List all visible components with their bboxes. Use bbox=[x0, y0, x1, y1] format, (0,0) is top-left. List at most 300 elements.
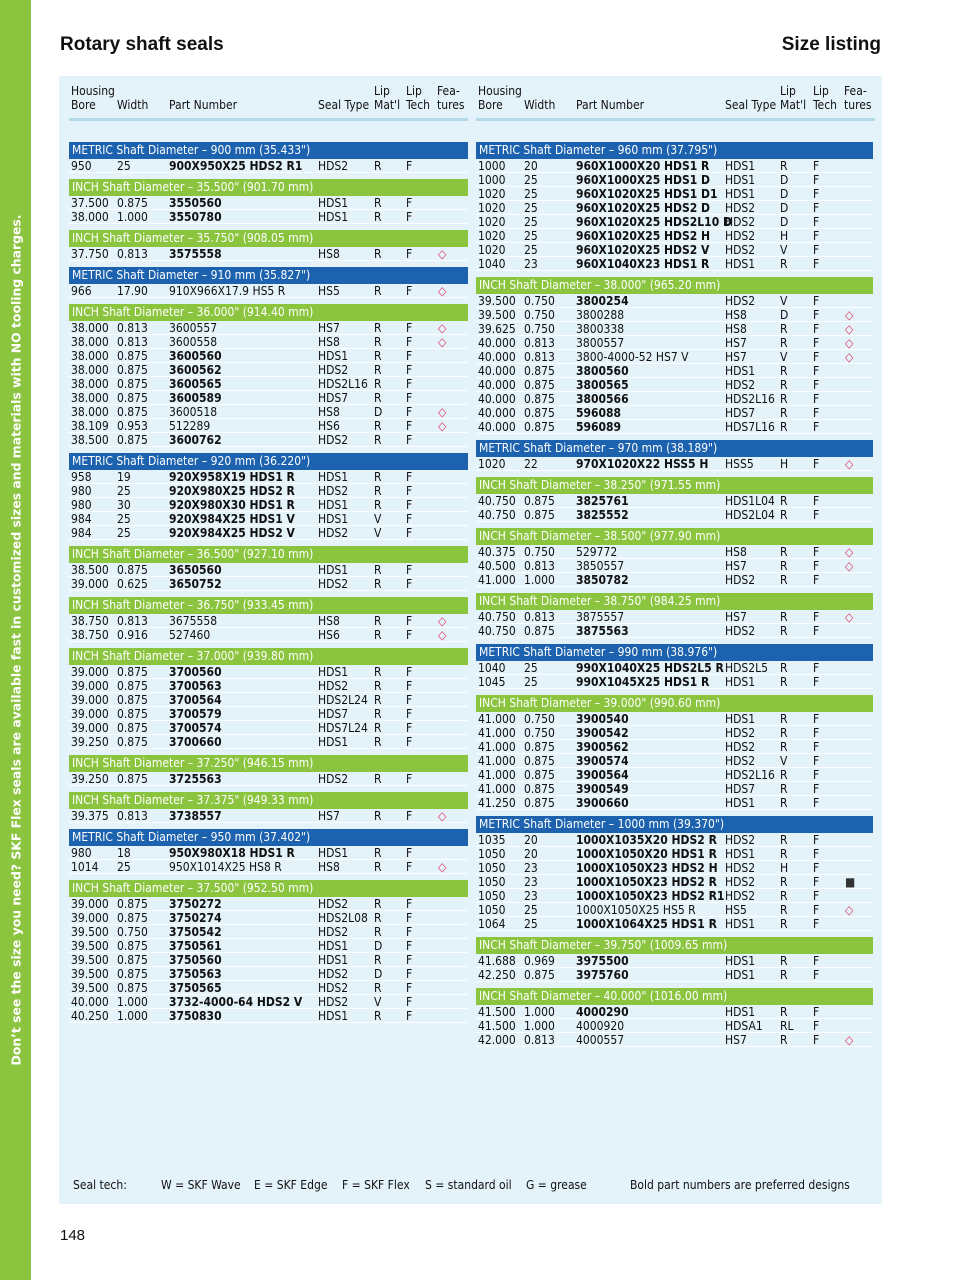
seal-type-cell: HDS1 bbox=[725, 187, 756, 201]
seal-type-cell: HS6 bbox=[318, 419, 340, 433]
lip-material-cell: R bbox=[780, 420, 788, 434]
width-cell: 0.875 bbox=[524, 768, 555, 782]
seal-type-cell: HDS2 bbox=[318, 484, 349, 498]
table-row bbox=[476, 954, 873, 968]
shaft-diameter-heading: INCH Shaft Diameter – 37.500" (952.50 mm) bbox=[69, 880, 468, 897]
features-cell: ◇ bbox=[438, 405, 447, 419]
part-number-cell: 920X984X25 HDS1 V bbox=[169, 512, 295, 526]
part-number-cell: 529772 bbox=[576, 545, 618, 559]
table-row bbox=[476, 406, 873, 420]
part-number-cell: 596089 bbox=[576, 420, 622, 434]
header-seal-type: Seal Type bbox=[318, 98, 370, 112]
housing-bore-cell: 40.750 bbox=[478, 624, 516, 638]
table-row bbox=[476, 229, 873, 243]
width-cell: 0.875 bbox=[117, 967, 148, 981]
width-cell: 23 bbox=[524, 257, 538, 271]
lip-tech-cell: F bbox=[813, 782, 820, 796]
table-row bbox=[69, 679, 468, 693]
width-cell: 23 bbox=[524, 889, 538, 903]
width-cell: 0.875 bbox=[117, 772, 148, 786]
width-cell: 25 bbox=[524, 229, 538, 243]
seal-type-cell: HDS2L16 bbox=[318, 377, 368, 391]
header-lip: Lip bbox=[406, 84, 422, 98]
features-cell: ◇ bbox=[438, 247, 447, 261]
width-cell: 25 bbox=[117, 860, 131, 874]
lip-tech-cell: F bbox=[406, 498, 413, 512]
width-cell: 0.750 bbox=[524, 712, 555, 726]
housing-bore-cell: 1020 bbox=[478, 201, 506, 215]
housing-bore-cell: 1020 bbox=[478, 243, 506, 257]
seal-type-cell: HDS1 bbox=[725, 257, 756, 271]
lip-tech-cell: F bbox=[406, 335, 413, 349]
width-cell: 20 bbox=[524, 159, 538, 173]
table-row bbox=[476, 215, 873, 229]
seal-type-cell: HDSA1 bbox=[725, 1019, 763, 1033]
width-cell: 0.953 bbox=[117, 419, 148, 433]
section-title: Size listing bbox=[781, 34, 881, 55]
lip-tech-cell: F bbox=[813, 378, 820, 392]
header-fea: Fea- bbox=[437, 84, 460, 98]
part-number-cell: 920X980X30 HDS1 R bbox=[169, 498, 295, 512]
lip-material-cell: R bbox=[374, 665, 382, 679]
table-row bbox=[476, 308, 873, 322]
part-number-cell: 1000X1050X25 HS5 R bbox=[576, 903, 696, 917]
lip-material-cell: R bbox=[780, 573, 788, 587]
width-cell: 0.875 bbox=[524, 624, 555, 638]
lip-material-cell: R bbox=[374, 210, 382, 224]
legend-grease: G = grease bbox=[526, 1178, 587, 1192]
housing-bore-cell: 1040 bbox=[478, 661, 506, 675]
lip-tech-cell: F bbox=[406, 512, 413, 526]
shaft-diameter-heading: INCH Shaft Diameter – 37.375" (949.33 mm) bbox=[69, 792, 468, 809]
part-number-cell: 900X950X25 HDS2 R1 bbox=[169, 159, 303, 173]
table-row bbox=[476, 1019, 873, 1033]
seal-type-cell: HDS1 bbox=[725, 364, 756, 378]
lip-tech-cell: F bbox=[406, 433, 413, 447]
lip-tech-cell: F bbox=[406, 665, 413, 679]
housing-bore-cell: 966 bbox=[71, 284, 92, 298]
table-row bbox=[69, 897, 468, 911]
part-number-cell: 3732-4000-64 HDS2 V bbox=[169, 995, 303, 1009]
housing-bore-cell: 39.500 bbox=[71, 953, 109, 967]
seal-type-cell: HDS2 bbox=[318, 772, 349, 786]
seal-type-cell: HDS2 bbox=[318, 925, 349, 939]
shaft-diameter-heading: INCH Shaft Diameter – 39.000" (990.60 mm) bbox=[476, 695, 873, 712]
features-cell: ◇ bbox=[438, 284, 447, 298]
width-cell: 0.916 bbox=[117, 628, 148, 642]
seal-type-cell: HDS2 bbox=[725, 875, 756, 889]
table-row bbox=[476, 322, 873, 336]
part-number-cell: 3750561 bbox=[169, 939, 222, 953]
lip-material-cell: R bbox=[374, 470, 382, 484]
lip-tech-cell: F bbox=[406, 628, 413, 642]
lip-tech-cell: F bbox=[813, 847, 820, 861]
lip-tech-cell: F bbox=[813, 457, 820, 471]
housing-bore-cell: 40.750 bbox=[478, 610, 516, 624]
part-number-cell: 3825761 bbox=[576, 494, 629, 508]
shaft-diameter-heading: INCH Shaft Diameter – 35.500" (901.70 mm) bbox=[69, 179, 468, 196]
seal-type-cell: HS5 bbox=[318, 284, 340, 298]
table-row bbox=[69, 498, 468, 512]
seal-type-cell: HS6 bbox=[318, 628, 340, 642]
shaft-diameter-heading: INCH Shaft Diameter – 38.250" (971.55 mm) bbox=[476, 477, 873, 494]
header-part-number: Part Number bbox=[169, 98, 238, 112]
features-cell: ◇ bbox=[845, 336, 854, 350]
seal-type-cell: HDS2 bbox=[318, 526, 349, 540]
lip-material-cell: R bbox=[780, 712, 788, 726]
part-number-cell: 4000557 bbox=[576, 1033, 625, 1047]
lip-tech-cell: F bbox=[813, 875, 820, 889]
lip-material-cell: R bbox=[374, 693, 382, 707]
part-number-cell: 960X1040X23 HDS1 R bbox=[576, 257, 710, 271]
part-number-cell: 910X966X17.9 HS5 R bbox=[169, 284, 286, 298]
seal-type-cell: HDS1 bbox=[725, 173, 756, 187]
table-row bbox=[476, 917, 873, 931]
part-number-cell: 3850782 bbox=[576, 573, 629, 587]
part-number-cell: 3650752 bbox=[169, 577, 222, 591]
lip-material-cell: R bbox=[374, 391, 382, 405]
lip-tech-cell: F bbox=[813, 322, 820, 336]
seal-type-cell: HDS2 bbox=[318, 433, 349, 447]
lip-tech-cell: F bbox=[813, 968, 820, 982]
seal-type-cell: HDS1 bbox=[725, 847, 756, 861]
housing-bore-cell: 1050 bbox=[478, 889, 506, 903]
lip-material-cell: R bbox=[780, 624, 788, 638]
lip-tech-cell: F bbox=[406, 860, 413, 874]
features-cell: ◇ bbox=[845, 903, 854, 917]
lip-material-cell: R bbox=[374, 363, 382, 377]
seal-type-cell: HDS2L24 bbox=[318, 693, 368, 707]
table-row bbox=[476, 392, 873, 406]
housing-bore-cell: 41.000 bbox=[478, 782, 516, 796]
lip-tech-cell: F bbox=[813, 768, 820, 782]
seal-type-cell: HDS1L04 bbox=[725, 494, 775, 508]
lip-material-cell: H bbox=[780, 861, 789, 875]
housing-bore-cell: 38.500 bbox=[71, 563, 109, 577]
seal-type-cell: HDS2 bbox=[318, 577, 349, 591]
housing-bore-cell: 40.750 bbox=[478, 494, 516, 508]
width-cell: 0.875 bbox=[117, 349, 148, 363]
lip-material-cell: R bbox=[374, 377, 382, 391]
table-row bbox=[69, 693, 468, 707]
seal-type-cell: HDS2 bbox=[725, 201, 756, 215]
housing-bore-cell: 39.000 bbox=[71, 679, 109, 693]
header-housing: Housing bbox=[478, 84, 522, 98]
seal-type-cell: HS7 bbox=[725, 350, 747, 364]
lip-material-cell: D bbox=[780, 173, 789, 187]
table-row bbox=[69, 911, 468, 925]
table-row bbox=[476, 889, 873, 903]
seal-type-cell: HDS2 bbox=[725, 833, 756, 847]
table-row bbox=[69, 707, 468, 721]
part-number-cell: 3800560 bbox=[576, 364, 629, 378]
lip-tech-cell: F bbox=[813, 954, 820, 968]
lip-tech-cell: F bbox=[813, 392, 820, 406]
part-number-cell: 950X980X18 HDS1 R bbox=[169, 846, 295, 860]
housing-bore-cell: 980 bbox=[71, 846, 92, 860]
table-row bbox=[69, 247, 468, 261]
seal-type-cell: HDS2 bbox=[318, 159, 349, 173]
lip-tech-cell: F bbox=[406, 911, 413, 925]
part-number-cell: 1000X1050X23 HDS2 H bbox=[576, 861, 718, 875]
page-number: 148 bbox=[60, 1227, 86, 1244]
housing-bore-cell: 1000 bbox=[478, 173, 506, 187]
width-cell: 25 bbox=[524, 187, 538, 201]
width-cell: 0.875 bbox=[524, 782, 555, 796]
header-divider bbox=[69, 118, 468, 121]
width-cell: 0.875 bbox=[524, 494, 555, 508]
lip-material-cell: R bbox=[780, 494, 788, 508]
lip-material-cell: V bbox=[780, 350, 788, 364]
part-number-cell: 970X1020X22 HSS5 H bbox=[576, 457, 709, 471]
housing-bore-cell: 38.500 bbox=[71, 433, 109, 447]
features-cell: ◇ bbox=[845, 457, 854, 471]
features-cell: ■ bbox=[845, 875, 856, 889]
header-tures: tures bbox=[844, 98, 872, 112]
shaft-diameter-heading: METRIC Shaft Diameter – 920 mm (36.220") bbox=[69, 453, 468, 470]
part-number-cell: 3600560 bbox=[169, 349, 222, 363]
width-cell: 17.90 bbox=[117, 284, 148, 298]
features-cell: ◇ bbox=[845, 1033, 854, 1047]
seal-type-cell: HS8 bbox=[725, 308, 747, 322]
shaft-diameter-heading: INCH Shaft Diameter – 35.750" (908.05 mm) bbox=[69, 230, 468, 247]
part-number-cell: 920X984X25 HDS2 V bbox=[169, 526, 295, 540]
seal-type-cell: HDS1 bbox=[318, 349, 349, 363]
part-number-cell: 3975500 bbox=[576, 954, 629, 968]
lip-material-cell: R bbox=[780, 917, 788, 931]
lip-material-cell: R bbox=[780, 833, 788, 847]
sidebar-promo-text: Don’t see the size you need? SKF Flex seals are available fast in customized sizes and materials with NO tooling charges. bbox=[8, 214, 24, 1066]
width-cell: 25 bbox=[524, 917, 538, 931]
housing-bore-cell: 39.625 bbox=[478, 322, 516, 336]
width-cell: 0.813 bbox=[524, 350, 555, 364]
header-lip: Lip bbox=[374, 84, 390, 98]
width-cell: 0.875 bbox=[117, 391, 148, 405]
lip-material-cell: R bbox=[374, 721, 382, 735]
part-number-cell: 3700560 bbox=[169, 665, 222, 679]
part-number-cell: 3800254 bbox=[576, 294, 629, 308]
width-cell: 0.875 bbox=[117, 405, 148, 419]
width-cell: 1.000 bbox=[117, 1009, 148, 1023]
header-fea: Fea- bbox=[844, 84, 867, 98]
width-cell: 25 bbox=[524, 215, 538, 229]
part-number-cell: 1000X1035X20 HDS2 R bbox=[576, 833, 717, 847]
shaft-diameter-heading: INCH Shaft Diameter – 38.000" (965.20 mm) bbox=[476, 277, 873, 294]
width-cell: 19 bbox=[117, 470, 131, 484]
housing-bore-cell: 980 bbox=[71, 484, 92, 498]
lip-material-cell: V bbox=[374, 512, 382, 526]
lip-material-cell: R bbox=[780, 159, 788, 173]
housing-bore-cell: 40.500 bbox=[478, 559, 516, 573]
housing-bore-cell: 39.500 bbox=[71, 967, 109, 981]
width-cell: 20 bbox=[524, 833, 538, 847]
width-cell: 0.875 bbox=[524, 740, 555, 754]
seal-type-cell: HDS2 bbox=[725, 229, 756, 243]
seal-type-cell: HDS2 bbox=[725, 294, 756, 308]
shaft-diameter-heading: INCH Shaft Diameter – 36.750" (933.45 mm) bbox=[69, 597, 468, 614]
lip-material-cell: R bbox=[780, 508, 788, 522]
header-bore: Bore bbox=[478, 98, 503, 112]
part-number-cell: 3738557 bbox=[169, 809, 222, 823]
table-row bbox=[476, 796, 873, 810]
lip-tech-cell: F bbox=[406, 563, 413, 577]
part-number-cell: 960X1020X25 HDS1 D1 bbox=[576, 187, 718, 201]
housing-bore-cell: 1020 bbox=[478, 457, 506, 471]
lip-tech-cell: F bbox=[813, 573, 820, 587]
part-number-cell: 3875557 bbox=[576, 610, 625, 624]
seal-type-cell: HDS2 bbox=[318, 995, 349, 1009]
seal-type-cell: HDS2 bbox=[725, 726, 756, 740]
lip-material-cell: R bbox=[780, 322, 788, 336]
part-number-cell: 3900660 bbox=[576, 796, 629, 810]
seal-type-cell: HS7 bbox=[318, 809, 340, 823]
part-number-cell: 960X1020X25 HDS2 V bbox=[576, 243, 710, 257]
table-row bbox=[476, 903, 873, 917]
lip-tech-cell: F bbox=[813, 610, 820, 624]
housing-bore-cell: 38.750 bbox=[71, 614, 109, 628]
lip-material-cell: R bbox=[780, 610, 788, 624]
lip-material-cell: R bbox=[374, 284, 382, 298]
header-lip: Lip bbox=[780, 84, 796, 98]
lip-material-cell: R bbox=[374, 628, 382, 642]
table-row bbox=[476, 1005, 873, 1019]
lip-tech-cell: F bbox=[406, 391, 413, 405]
housing-bore-cell: 980 bbox=[71, 498, 92, 512]
width-cell: 25 bbox=[117, 484, 131, 498]
width-cell: 23 bbox=[524, 861, 538, 875]
width-cell: 0.875 bbox=[524, 364, 555, 378]
seal-type-cell: HDS1 bbox=[725, 954, 756, 968]
housing-bore-cell: 40.000 bbox=[478, 364, 516, 378]
table-row bbox=[476, 968, 873, 982]
width-cell: 25 bbox=[117, 526, 131, 540]
lip-material-cell: H bbox=[780, 457, 789, 471]
part-number-cell: 960X1000X25 HDS1 D bbox=[576, 173, 711, 187]
housing-bore-cell: 42.000 bbox=[478, 1033, 516, 1047]
lip-material-cell: R bbox=[374, 981, 382, 995]
housing-bore-cell: 40.000 bbox=[478, 336, 516, 350]
lip-material-cell: R bbox=[374, 809, 382, 823]
shaft-diameter-heading: INCH Shaft Diameter – 39.750" (1009.65 mm) bbox=[476, 937, 873, 954]
lip-material-cell: R bbox=[780, 675, 788, 689]
table-row bbox=[476, 726, 873, 740]
table-row bbox=[476, 364, 873, 378]
table-row bbox=[69, 981, 468, 995]
lip-material-cell: R bbox=[374, 897, 382, 911]
part-number-cell: 3700574 bbox=[169, 721, 222, 735]
seal-type-cell: HDS7 bbox=[318, 391, 349, 405]
housing-bore-cell: 1014 bbox=[71, 860, 99, 874]
seal-type-cell: HDS2L16 bbox=[725, 392, 775, 406]
lip-material-cell: D bbox=[374, 967, 383, 981]
housing-bore-cell: 39.375 bbox=[71, 809, 109, 823]
table-row bbox=[476, 420, 873, 434]
legend-seal-tech: Seal tech: bbox=[73, 1178, 127, 1192]
part-number-cell: 1000X1050X20 HDS1 R bbox=[576, 847, 717, 861]
housing-bore-cell: 37.500 bbox=[71, 196, 109, 210]
seal-type-cell: HDS1 bbox=[318, 498, 349, 512]
part-number-cell: 3800288 bbox=[576, 308, 625, 322]
width-cell: 0.875 bbox=[117, 911, 148, 925]
header-bore: Bore bbox=[71, 98, 96, 112]
table-row bbox=[476, 861, 873, 875]
lip-material-cell: R bbox=[374, 953, 382, 967]
lip-tech-cell: F bbox=[813, 243, 820, 257]
part-number-cell: 3900549 bbox=[576, 782, 629, 796]
shaft-diameter-heading: METRIC Shaft Diameter – 970 mm (38.189") bbox=[476, 440, 873, 457]
lip-material-cell: R bbox=[374, 563, 382, 577]
table-row bbox=[69, 1009, 468, 1023]
part-number-cell: 3550560 bbox=[169, 196, 222, 210]
seal-type-cell: HDS1 bbox=[318, 665, 349, 679]
header-divider bbox=[476, 118, 875, 121]
table-row bbox=[69, 735, 468, 749]
housing-bore-cell: 39.000 bbox=[71, 665, 109, 679]
housing-bore-cell: 38.750 bbox=[71, 628, 109, 642]
width-cell: 25 bbox=[524, 903, 538, 917]
housing-bore-cell: 39.000 bbox=[71, 721, 109, 735]
features-cell: ◇ bbox=[438, 419, 447, 433]
lip-material-cell: R bbox=[780, 661, 788, 675]
width-cell: 25 bbox=[524, 173, 538, 187]
features-cell: ◇ bbox=[845, 545, 854, 559]
table-row bbox=[476, 875, 873, 889]
housing-bore-cell: 38.000 bbox=[71, 335, 109, 349]
lip-material-cell: D bbox=[780, 215, 789, 229]
header-matl: Mat'l bbox=[374, 98, 401, 112]
seal-type-cell: HDS2 bbox=[725, 573, 756, 587]
part-number-cell: 3700563 bbox=[169, 679, 222, 693]
lip-tech-cell: F bbox=[406, 614, 413, 628]
housing-bore-cell: 958 bbox=[71, 470, 92, 484]
header-tures: tures bbox=[437, 98, 465, 112]
seal-type-cell: HDS1 bbox=[318, 210, 349, 224]
lip-tech-cell: F bbox=[813, 903, 820, 917]
lip-tech-cell: F bbox=[813, 917, 820, 931]
seal-type-cell: HDS2 bbox=[725, 624, 756, 638]
seal-type-cell: HDS2 bbox=[318, 679, 349, 693]
seal-type-cell: HDS1 bbox=[318, 563, 349, 577]
right-size-column bbox=[476, 142, 873, 1047]
seal-type-cell: HDS2 bbox=[318, 897, 349, 911]
features-cell: ◇ bbox=[438, 860, 447, 874]
table-row bbox=[69, 391, 468, 405]
lip-material-cell: R bbox=[780, 257, 788, 271]
housing-bore-cell: 38.000 bbox=[71, 349, 109, 363]
lip-tech-cell: F bbox=[813, 350, 820, 364]
lip-material-cell: D bbox=[780, 308, 789, 322]
lip-tech-cell: F bbox=[813, 308, 820, 322]
housing-bore-cell: 38.000 bbox=[71, 405, 109, 419]
seal-type-cell: HDS1 bbox=[725, 159, 756, 173]
housing-bore-cell: 39.500 bbox=[478, 308, 516, 322]
table-row bbox=[69, 321, 468, 335]
width-cell: 0.875 bbox=[117, 981, 148, 995]
part-number-cell: 3875563 bbox=[576, 624, 629, 638]
lip-material-cell: R bbox=[780, 364, 788, 378]
seal-type-cell: HDS2 bbox=[725, 889, 756, 903]
lip-tech-cell: F bbox=[406, 419, 413, 433]
width-cell: 25 bbox=[524, 675, 538, 689]
part-number-cell: 3575558 bbox=[169, 247, 222, 261]
lip-tech-cell: F bbox=[406, 809, 413, 823]
table-row bbox=[476, 508, 873, 522]
table-row bbox=[69, 563, 468, 577]
housing-bore-cell: 37.750 bbox=[71, 247, 109, 261]
part-number-cell: 3600562 bbox=[169, 363, 222, 377]
housing-bore-cell: 39.500 bbox=[71, 939, 109, 953]
width-cell: 0.813 bbox=[117, 247, 148, 261]
